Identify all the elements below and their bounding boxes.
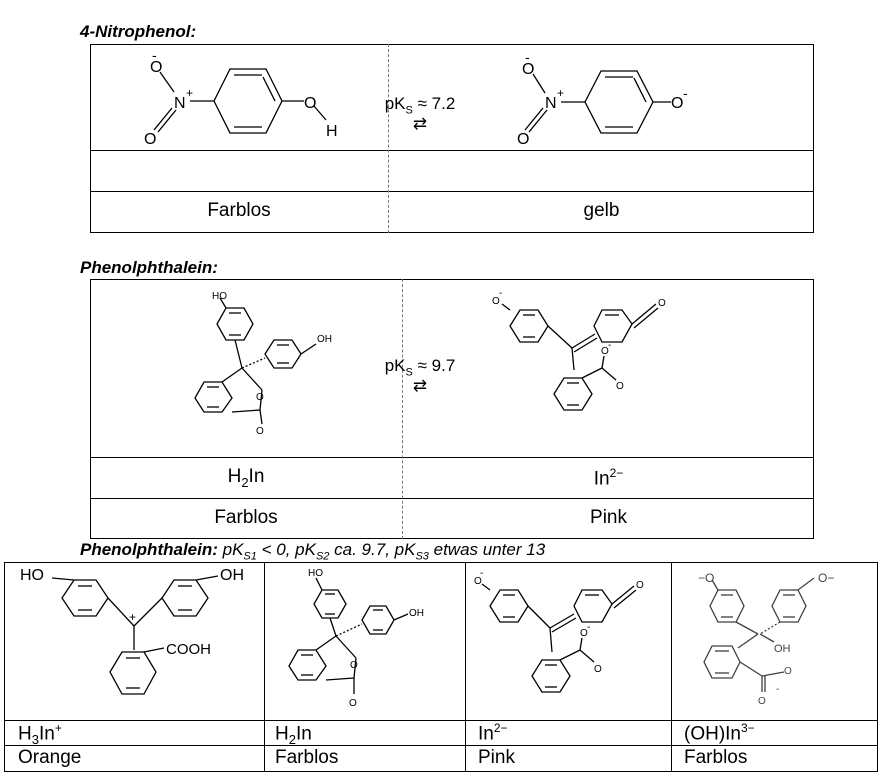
pk-label-phenolphthalein: $pK_S \approx 9.7$ ⇄: [372, 356, 468, 394]
nitrophenol-color-acid: Farblos: [207, 200, 271, 221]
h3in-structure: [14, 566, 254, 716]
species-formula-ohin3: $(OH)In^{3-}$: [684, 721, 755, 745]
svg-text:O: O: [594, 664, 602, 675]
svg-text:-: -: [776, 684, 780, 695]
svg-text:OH: OH: [317, 334, 332, 345]
svg-text:O: O: [144, 131, 157, 148]
svg-text:O: O: [616, 381, 624, 392]
nitrophenolate-structure: [505, 49, 705, 148]
svg-text:OH: OH: [409, 608, 424, 619]
nitrophenol-color-base: gelb: [583, 200, 620, 221]
svg-text:-: -: [525, 49, 530, 65]
svg-text:O: O: [671, 95, 684, 112]
svg-text:O: O: [517, 131, 530, 148]
svg-text:O: O: [349, 698, 357, 709]
svg-text:O: O: [636, 580, 644, 591]
dashed-divider: [402, 279, 403, 539]
svg-text:-: -: [152, 47, 157, 63]
svg-text:O: O: [522, 61, 535, 78]
divider: [90, 498, 814, 499]
species-formula-h2in: $H_2In$: [275, 723, 312, 748]
svg-text:O: O: [580, 628, 588, 639]
column-divider: [465, 562, 466, 772]
equilibrium-arrow-icon: ⇄: [412, 376, 428, 396]
svg-text:O: O: [492, 296, 500, 307]
divider: [90, 150, 814, 151]
svg-text:O: O: [256, 426, 264, 437]
svg-text:OH: OH: [774, 643, 791, 655]
svg-text:N: N: [174, 95, 186, 112]
species-formula-h3in: $H_3In^+$: [18, 721, 62, 748]
svg-text:O: O: [784, 666, 792, 677]
pk-label-nitrophenol: $pK_S \approx 7.2$ ⇄: [372, 94, 468, 132]
species-color-h3in: Orange: [18, 747, 82, 768]
phenolphthalein-formula-acid: $H_2In$: [227, 466, 265, 490]
divider: [90, 457, 814, 458]
svg-text:OH: OH: [220, 567, 244, 584]
section-heading-species: Phenolphthalein: $pK_{S1} < 0$, $pK_{S2}$ ca. 9.7, $pK_{S3}$ etwas unter 13: [80, 540, 546, 563]
h2in-structure-small: [282, 566, 452, 716]
divider: [90, 191, 814, 192]
svg-text:H: H: [326, 123, 338, 140]
svg-text:-: -: [608, 340, 612, 351]
phenolphthalein-h2in-structure: [190, 286, 360, 446]
svg-text:O: O: [350, 660, 358, 671]
svg-text:HO: HO: [212, 291, 227, 302]
svg-text:O: O: [304, 95, 317, 112]
svg-text:O: O: [256, 392, 264, 403]
nitrophenol-structure: [130, 47, 360, 148]
svg-text:O: O: [758, 696, 766, 707]
ohin3-structure: [684, 566, 874, 716]
svg-text:+: +: [129, 610, 137, 624]
svg-text:O−: O−: [818, 571, 835, 585]
svg-text:O: O: [474, 576, 482, 587]
phenolphthalein-in2-structure: [490, 288, 690, 428]
svg-text:+: +: [557, 86, 565, 100]
svg-text:O: O: [601, 346, 609, 357]
column-divider: [671, 562, 672, 772]
svg-text:-: -: [499, 288, 503, 299]
phenolphthalein-color-base: Pink: [590, 507, 627, 528]
equilibrium-arrow-icon: ⇄: [412, 114, 428, 134]
phenolphthalein-formula-base: $In^{2-}$: [593, 466, 624, 490]
svg-text:-: -: [683, 85, 688, 101]
phenolphthalein-color-acid: Farblos: [214, 507, 278, 528]
svg-text:HO: HO: [308, 568, 323, 579]
section-heading-nitrophenol: 4-Nitrophenol:: [80, 22, 197, 41]
column-divider: [264, 562, 265, 772]
section-heading-phenolphthalein: Phenolphthalein:: [80, 258, 218, 277]
svg-text:+: +: [186, 86, 194, 100]
svg-text:N: N: [545, 95, 557, 112]
species-formula-in2: $In^{2-}$: [478, 721, 508, 745]
svg-text:-: -: [587, 622, 591, 633]
svg-text:O: O: [150, 59, 163, 76]
svg-text:−O: −O: [698, 571, 715, 585]
svg-text:-: -: [480, 568, 484, 579]
svg-text:O: O: [658, 298, 666, 309]
svg-text:HO: HO: [20, 567, 44, 584]
svg-text:COOH: COOH: [166, 641, 211, 658]
species-color-h2in: Farblos: [275, 747, 339, 768]
in2-structure-small: [470, 568, 660, 713]
species-color-in2: Pink: [478, 747, 515, 768]
species-color-ohin3: Farblos: [684, 747, 748, 768]
